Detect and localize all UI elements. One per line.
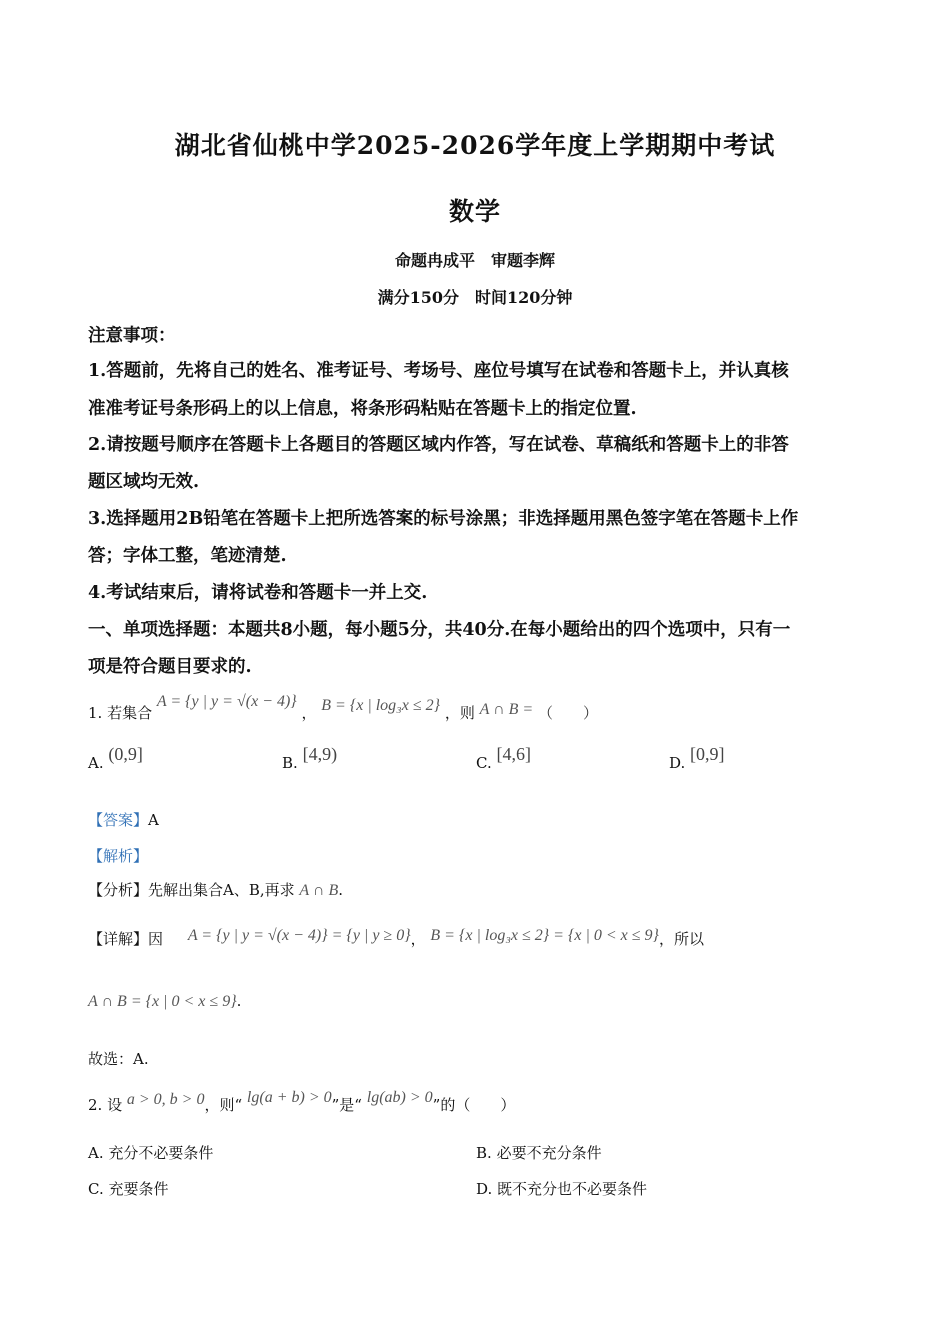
q1-set-b: B = {x | log₃x ≤ 2} <box>321 697 441 714</box>
analysis-tag: 【解析】 <box>88 847 149 865</box>
q1-answer-value: A <box>148 811 159 829</box>
question-1-stem <box>88 693 599 723</box>
q1-option-a: A. (0,9] <box>88 744 143 772</box>
notice-item-2-line-1: 2.请按题号顺序在答题卡上各题目的答题区域内作答，写在试卷、草稿纸和答题卡上的非答 <box>88 435 789 455</box>
notice-heading: 注意事项： <box>88 326 176 346</box>
notice-item-1-line-2: 准准考证号条形码上的以上信息，将条形码粘贴在答题卡上的指定位置. <box>88 399 637 419</box>
notice-item-3-line-1: 3.选择题用2B铅笔在答题卡上把所选答案的标号涂黑；非选择题用黑色签字笔在答题卡上作 <box>88 509 799 529</box>
q1-option-d-value: [0,9] <box>690 744 725 764</box>
notice-item-2-line-2: 题区域均无效. <box>88 472 200 492</box>
exam-title: 湖北省仙桃中学2025-2026学年度上学期期中考试 <box>174 131 776 160</box>
q1-then: ，则 <box>444 704 475 722</box>
q1-fenxi-line: 【分析】先解出集合A、B,再求 A ∩ B. <box>88 881 344 899</box>
q1-answer-paren: （ ） <box>538 704 599 722</box>
q2-condition: a > 0, b > 0 <box>126 1091 205 1108</box>
authors-line: 命题冉成平 审题李辉 <box>394 251 555 270</box>
q1-intersection-expr: A ∩ B = <box>479 701 534 718</box>
q1-option-d: D. [0,9] <box>669 744 725 772</box>
q1-prefix: 1. 若集合 <box>88 704 153 722</box>
answer-tag: 【答案】 <box>88 811 149 829</box>
q1-conclusion: 故选：A. <box>88 1050 149 1068</box>
q1-answer-line <box>88 809 159 830</box>
detail-tag: 【详解】 <box>88 930 149 948</box>
q1-detail-set-b: B = {x | log₃x ≤ 2} = {x | 0 < x ≤ 9} <box>430 927 659 944</box>
q1-option-c-value: [4,6] <box>496 744 531 764</box>
q2-option-d: D. 既不充分也不必要条件 <box>476 1180 648 1198</box>
q1-option-b-value: [4,9) <box>302 744 338 764</box>
q1-detail-set-a: A = {y | y = √(x − 4)} = {y | y ≥ 0} <box>187 927 411 944</box>
q1-option-a-value: (0,9] <box>108 744 143 764</box>
q1-result-line: A ∩ B = {x | 0 < x ≤ 9}. <box>88 992 242 1010</box>
q1-option-b: B. [4,9) <box>282 744 338 772</box>
q2-option-a: A. 充分不必要条件 <box>88 1144 214 1162</box>
q2-statement-p: lg(a + b) > 0 <box>246 1089 332 1106</box>
section-1-heading-line-2: 项是符合题目要求的. <box>88 657 252 677</box>
q2-option-b: B. 必要不充分条件 <box>476 1144 602 1162</box>
notice-item-4: 4.考试结束后，请将试卷和答题卡一并上交. <box>88 583 428 603</box>
section-1-heading-line-1: 一、单项选择题：本题共8小题，每小题5分，共40分.在每小题给出的四个选项中，只有一 <box>88 620 791 640</box>
q1-set-a: A = {y | y = √(x − 4)} <box>156 693 297 710</box>
q1-result-expr: A ∩ B = {x | 0 < x ≤ 9} <box>88 993 237 1010</box>
q1-detail-line: 【详解】因 A = {y | y = √(x − 4)} = {y | y ≥ 0}， B = {x | log₃x ≤ 2} = {x | 0 < x ≤ 9}，所以 <box>88 927 704 948</box>
q1-option-c: C. [4,6] <box>476 744 531 772</box>
subject-title: 数学 <box>448 197 501 226</box>
q1-comma: ， <box>301 704 317 722</box>
fenxi-tag: 【分析】 <box>88 881 149 899</box>
score-time-line: 满分150分 时间120分钟 <box>377 288 573 307</box>
notice-item-3-line-2: 答；字体工整，笔迹清楚. <box>88 546 287 566</box>
q2-statement-q: lg(ab) > 0 <box>366 1089 433 1106</box>
question-2-stem: 2. 设 a > 0, b > 0，则“ lg(a + b) > 0”是“ lg(ab) > 0”的（ ） <box>88 1089 516 1114</box>
q2-option-c: C. 充要条件 <box>88 1180 169 1198</box>
notice-item-1-line-1: 1.答题前，先将自己的姓名、准考证号、考场号、座位号填写在试卷和答题卡上，并认真核 <box>88 361 789 381</box>
q1-fenxi-expr: A ∩ B <box>299 882 339 899</box>
